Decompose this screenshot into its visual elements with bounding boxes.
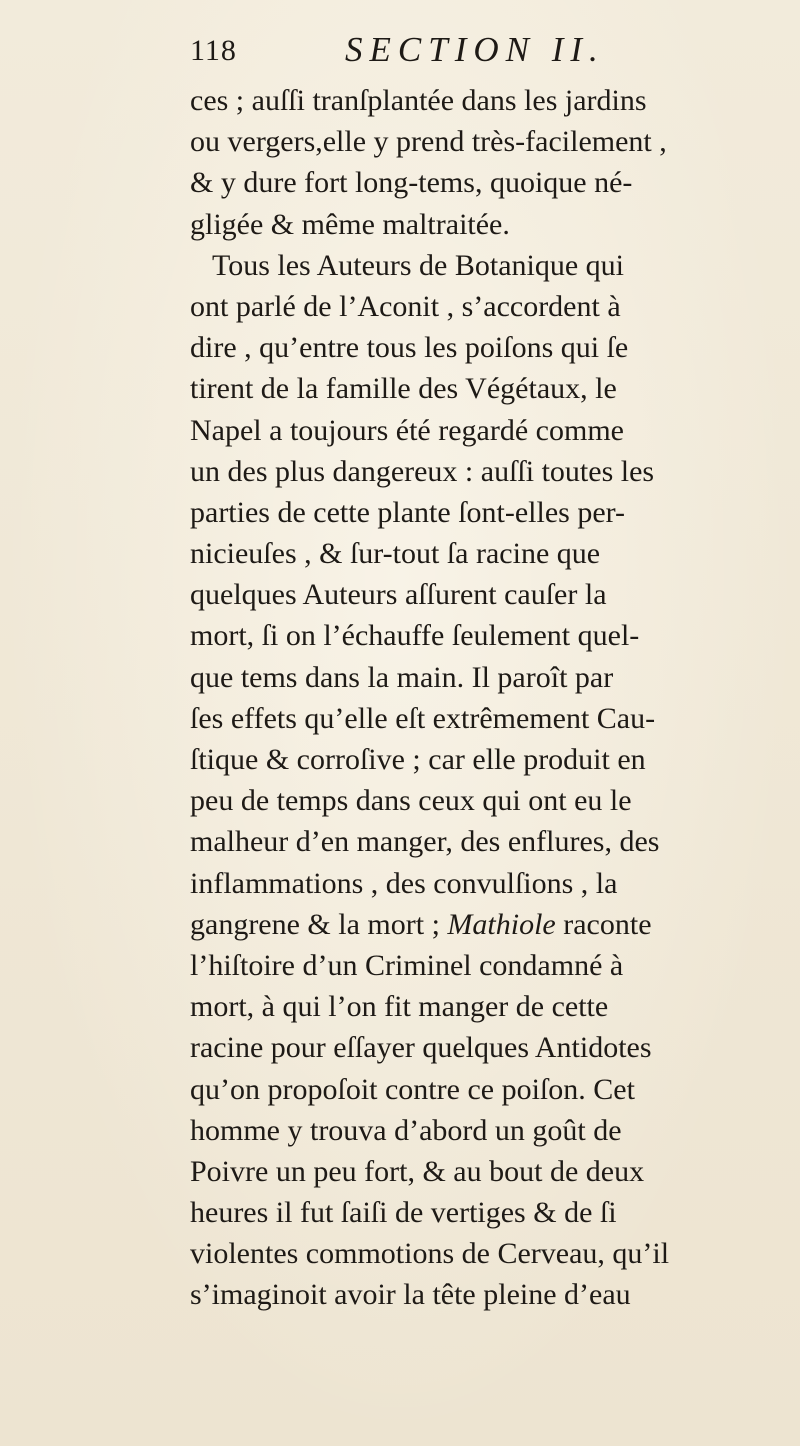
text-line: s’imaginoit avoir la tête pleine d’eau	[190, 1278, 631, 1312]
page-number: 118	[190, 34, 237, 67]
text-line: malheur d’en manger, des enflures, des	[190, 825, 660, 859]
text-line: ſes effets qu’elle eſt extrêmement Cau-	[190, 701, 656, 735]
text-line: que tems dans la main. Il paroît par	[190, 660, 614, 694]
text-line: Napel a toujours été regardé comme	[190, 413, 624, 447]
body-text	[190, 80, 800, 1316]
text-segment: raconte	[555, 907, 652, 941]
section-title: SECTION II.	[345, 30, 605, 69]
text-line: qu’on propoſoit contre ce poiſon. Cet	[190, 1072, 635, 1106]
text-line: un des plus dangereux : auſſi toutes les	[190, 454, 655, 488]
text-line: mort, à qui l’on fit manger de cette	[190, 990, 609, 1024]
text-line: inflammations , des convulſions , la	[190, 866, 618, 900]
text-line: violentes commotions de Cerveau, qu’il	[190, 1237, 670, 1271]
text-line: gligée & même maltraitée.	[190, 207, 510, 241]
text-line: heures il fut ſaiſi de vertiges & de ſi	[190, 1196, 617, 1230]
text-line: ou vergers,elle y prend très-facilement ,	[190, 125, 667, 159]
text-line: ont parlé de l’Aconit , s’accordent à	[190, 289, 621, 323]
text-line: l’hiſtoire d’un Criminel condamné à	[190, 948, 624, 982]
text-line: & y dure fort long-tems, quoique né-	[190, 166, 633, 200]
text-line: ſtique & corroſive ; car elle produit en	[190, 743, 646, 776]
text-line: quelques Auteurs aſſurent cauſer la	[190, 578, 607, 612]
text-line: mort, ſi on l’échauffe ſeulement quel-	[190, 619, 640, 653]
text-line: parties de cette plante ſont-elles per-	[190, 495, 626, 529]
paragraph-start-line: Tous les Auteurs de Botanique qui	[212, 248, 625, 282]
text-line: homme y trouva d’abord un goût de	[190, 1113, 622, 1147]
text-line: racine pour eſſayer quelques Antidotes	[190, 1031, 652, 1065]
italic-author-name: Mathiole	[447, 907, 556, 941]
text-line-with-italic-name	[190, 904, 800, 945]
text-line: dire , qu’entre tous les poiſons qui ſe	[190, 331, 629, 365]
text-line: tirent de la famille des Végétaux, le	[190, 372, 617, 406]
text-line: Poivre un peu fort, & au bout de deux	[190, 1154, 645, 1188]
text-line: nicieuſes , & ſur-tout ſa racine que	[190, 537, 601, 571]
text-segment: gangrene & la mort ;	[190, 907, 440, 941]
text-line: ces ; auſſi tranſplantée dans les jardins	[190, 84, 647, 117]
text-line: peu de temps dans ceux qui ont eu le	[190, 784, 632, 818]
running-head	[190, 30, 750, 70]
